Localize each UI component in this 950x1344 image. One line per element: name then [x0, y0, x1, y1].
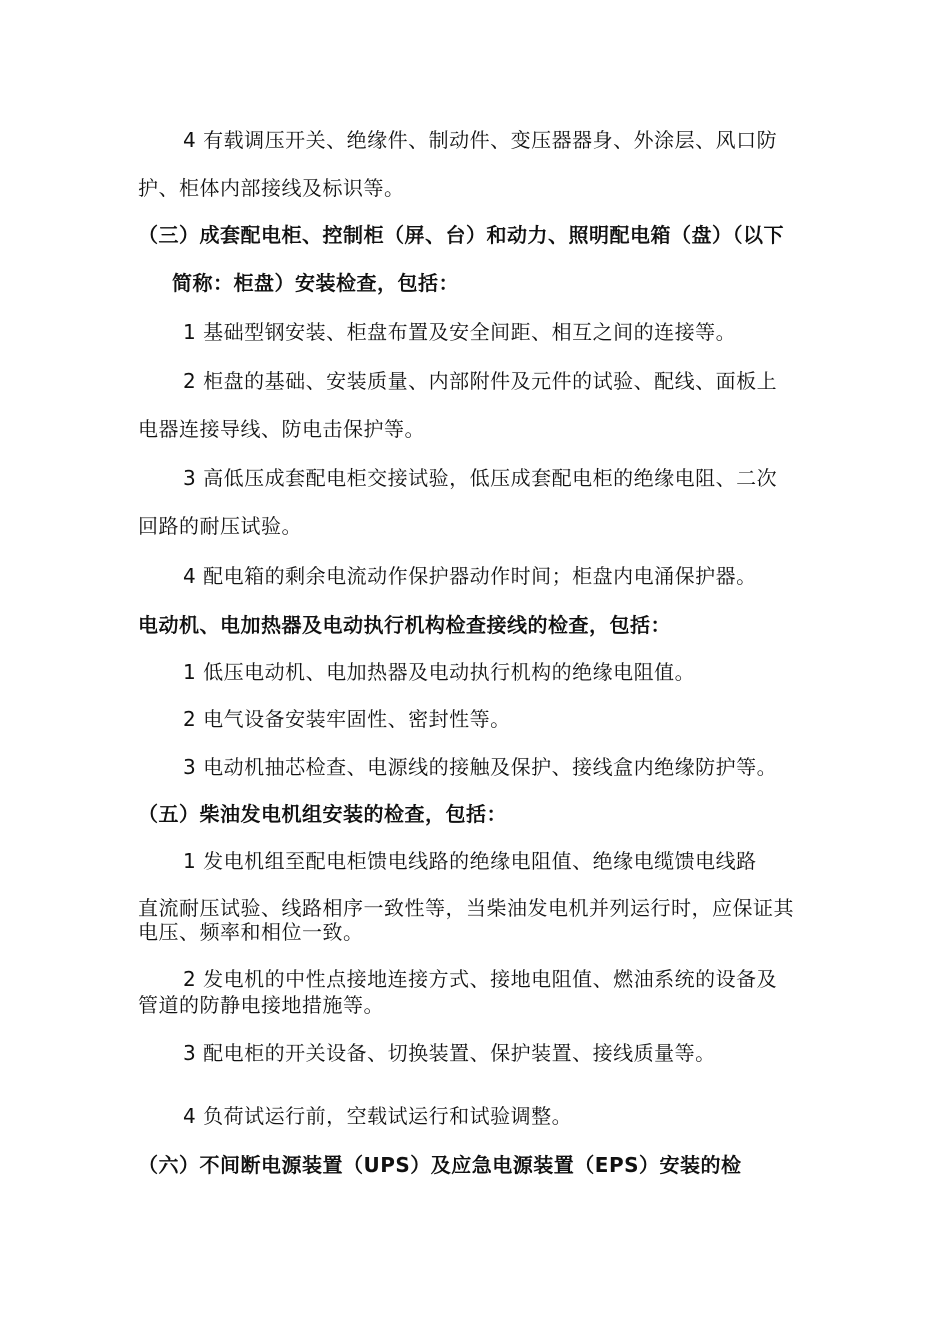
paragraph-line: 管道的防静电接地措施等。	[138, 993, 384, 1017]
paragraph-line: 2 电气设备安装牢固性、密封性等。	[183, 707, 511, 731]
section-heading: 电动机、电加热器及电动执行机构检查接线的检查，包括：	[138, 613, 671, 637]
paragraph-line: 3 高低压成套配电柜交接试验，低压成套配电柜的绝缘电阻、二次	[183, 466, 778, 490]
paragraph-line: 2 发电机的中性点接地连接方式、接地电阻值、燃油系统的设备及	[183, 967, 778, 991]
section-heading: （三）成套配电柜、控制柜（屏、台）和动力、照明配电箱（盘）（以下	[138, 223, 784, 247]
section-heading-continued: 简称：柜盘）安装检查，包括：	[172, 271, 459, 295]
paragraph-line: 电器连接导线、防电击保护等。	[138, 417, 425, 441]
paragraph-line: 2 柜盘的基础、安装质量、内部附件及元件的试验、配线、面板上	[183, 369, 778, 393]
paragraph-line: 直流耐压试验、线路相序一致性等，当柴油发电机并列运行时，应保证其	[138, 896, 794, 920]
paragraph-line: 3 电动机抽芯检查、电源线的接触及保护、接线盒内绝缘防护等。	[183, 755, 778, 779]
paragraph-line: 4 负荷试运行前，空载试运行和试验调整。	[183, 1104, 573, 1128]
paragraph-line: 回路的耐压试验。	[138, 514, 302, 538]
section-heading: （六）不间断电源装置（UPS）及应急电源装置（EPS）安装的检	[138, 1153, 742, 1177]
paragraph-line: 4 配电箱的剩余电流动作保护器动作时间；柜盘内电涌保护器。	[183, 564, 757, 588]
paragraph-line: 3 配电柜的开关设备、切换装置、保护装置、接线质量等。	[183, 1041, 716, 1065]
paragraph-line: 1 发电机组至配电柜馈电线路的绝缘电阻值、绝缘电缆馈电线路	[183, 849, 757, 873]
paragraph-line: 护、柜体内部接线及标识等。	[138, 176, 405, 200]
paragraph-line: 1 低压电动机、电加热器及电动执行机构的绝缘电阻值。	[183, 660, 696, 684]
section-heading: （五）柴油发电机组安装的检查，包括：	[138, 802, 507, 826]
paragraph-line: 4 有载调压开关、绝缘件、制动件、变压器器身、外涂层、风口防	[183, 128, 778, 152]
paragraph-line: 1 基础型钢安装、柜盘布置及安全间距、相互之间的连接等。	[183, 320, 737, 344]
paragraph-line: 电压、频率和相位一致。	[138, 920, 364, 944]
